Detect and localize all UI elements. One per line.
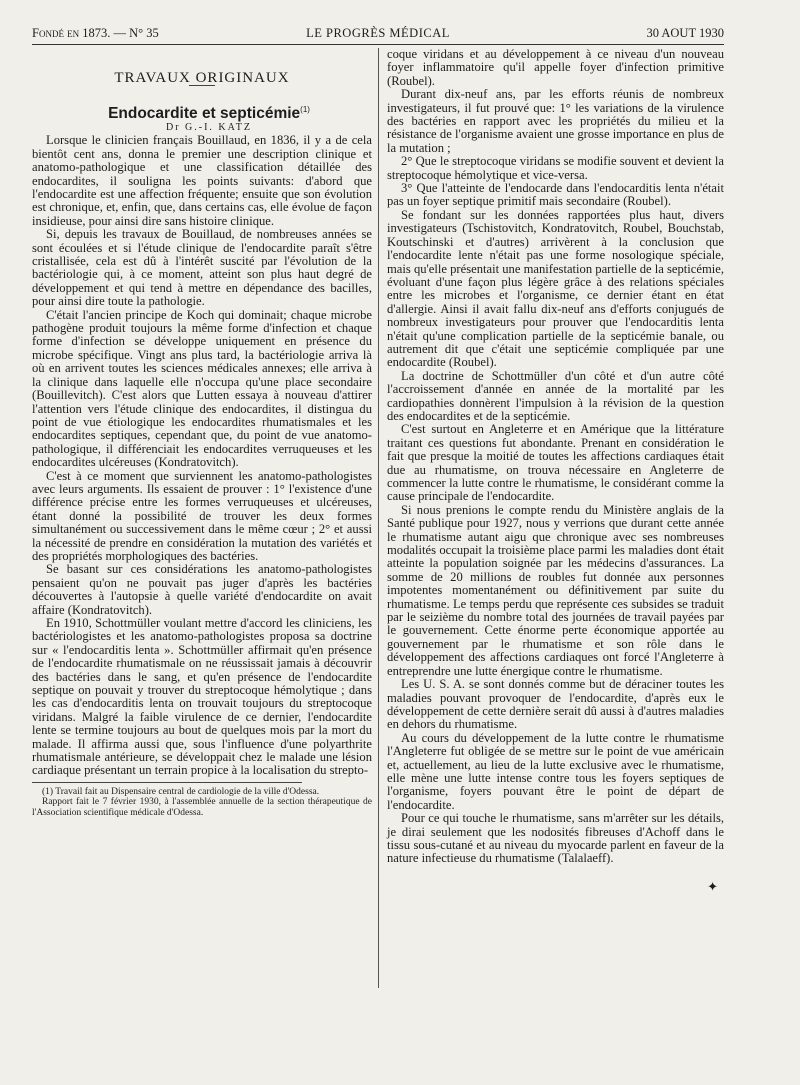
footnote: (1) Travail fait au Dispensaire central de cardiologie de la ville d'Odessa. [42, 786, 320, 797]
title-footnote-ref: (1) [300, 105, 310, 115]
paragraph: Se basant sur ces considérations les anatomo-pathologistes pensaient qu'on ne pouvait pas juger d'après les bactéries découvertes à l'autopsie à quelle variété d'endocardite on avait affaire (Kondratovitch). [32, 562, 372, 617]
paragraph: Durant dix-neuf ans, par les efforts réunis de nombreux investigateurs, il fut prouvé que: 1° les variations de la virulence des bactéries en rapport avec les propriétés du milieu et la résistance de l'organisme avaient une grosse importance en plus de la mutation ; [387, 87, 724, 155]
paragraph: C'était l'ancien principe de Koch qui dominait; chaque microbe pathogène produit toujours la même forme d'infection et chaque forme d'infection se développe uniquement en présence du microbe spécifique. Vingt ans plus tard, la bactériologie arriva là où en arrivent toutes les sciences médicales annexes; elle arriva à la clinique dans laquelle elle n'occupa qu'une place secondaire (Bouillevitch). C'est alors que Lutten essaya à nouveau d'attirer l'attention vers l'étude clinique des endocardites, il distingua du point de vue étiologique les endocardites rhumatismales et les endocardites septiques, cependant que, du point de vue anatomo-pathologique, il différenciait les endocardites verruqueuses et les endocardites ulcéreuses (Kondratovitch). [32, 307, 372, 470]
paragraph: 2° Que le streptocoque viridans se modifie souvent et devient la streptocoque hémolytique et vice-versa. [387, 154, 724, 182]
article-author: Dr G.-I. KATZ [166, 121, 252, 133]
paragraph: Si, depuis les travaux de Bouillaud, de nombreuses années se sont écoulées et si l'étude clinique de l'endocardite paraît s'être cristallisée, cela est dû à l'intérêt suscité par l'évolution de la bactériologie qui, à ce moment, atteint son plus haut degré de développement et qui tend à mettre en dépendance des bacilles, pour ainsi dire toute la pathologie. [32, 227, 372, 309]
left-body [32, 134, 372, 778]
article-title-text: Endocardite et septicémie [108, 105, 301, 123]
left-column [32, 72, 372, 818]
paragraph: Lorsque le clinicien français Bouillaud, en 1836, il y a de cela bientôt cent ans, donna le premier une description clinique et anatomo-pathologique et une classification détaillée des endocardites, il souligna les points suivants: d'abord que l'endocardite est une affection fréquente; ensuite que son évolution est chronique, et, enfin, que, dans certains cas, elle évolue de façon insidieuse, pour ainsi dire sans histoire clinique. [32, 133, 372, 228]
right-column [387, 48, 724, 893]
journal-title: LE PROGRÈS MÉDICAL [306, 26, 450, 40]
footnotes [32, 787, 372, 819]
paragraph: Au cours du développement de la lutte contre le rhumatisme l'Angleterre fut obligée de se mettre sur le point de vue américain et, actuellement, au lieu de la lutte exclusive avec le rhumatisme, elle mène une lutte intense contre tous les foyers septiques de l'organisme, foyers pouvant être le point de départ de l'endocardite. [387, 730, 724, 812]
paragraph: 3° Que l'atteinte de l'endocarde dans l'endocarditis lenta n'était pas un foyer septique primitif mais secondaire (Roubel). [387, 181, 724, 209]
paragraph: En 1910, Schottmüller voulant mettre d'accord les cliniciens, les bactériologistes et les anatomo-pathologistes proposa sa doctrine sur « l'endocarditis lenta ». Schottmüller affirmait qu'en présence de l'endocardite rhumatismale on ne réussissait jamais à découvrir des bactéries dans le sang, et qu'en présence de l'endocardite septique on pouvait y trouver du streptocoque hémolytique ; dans les cas d'endocarditis lenta on trouvait toujours du streptocoque viridans. Malgré la faible virulence de ce dernier, l'endocardite lente se termine toujours au bout de quelques mois par la mort du malade. Il affirma aussi que, sous l'influence d'une polyarthrite rhumatismale antérieure, se développait chez le malade une lésion cardiaque présentant un terrain propice à la localisation du strepto- [32, 616, 372, 778]
footnote-rule [32, 782, 302, 783]
paragraph: Si nous prenions le compte rendu du Ministère anglais de la Santé publique pour 1927, nous y verrions que durant cette année le rhumatisme autant aigu que chronique avec ses nombreuses modalités occupait la troisième place parmi les maladies dont était atteinte la population soignée par les médecins d'assurances. La somme de 20 millions de roubles fut donnée aux personnes impotentes momentanément ou définitivement par suite du rhumatisme. Le temps perdu que représente ces subsides se traduit par le seizième du nombre total des journées de travail payées par le gouvernement. Cette énorme perte économique apportée au gouvernement par le rhumatisme et son rôle dans le développement des affections cardiaques ont forcé l'Angleterre à entreprendre une lutte énergique contre le rhumatisme. [387, 502, 724, 678]
footnote: Rapport fait le 7 février 1930, à l'assemblée annuelle de la section thérapeutique de l'Association scientifique médicale d'Odessa. [32, 797, 372, 818]
paragraph: coque viridans et au développement à ce niveau d'un nouveau foyer inflammatoire qu'il appelle foyer d'infection primitive (Roubel). [387, 47, 724, 88]
header-founded: Fondé en 1873. — N° 35 [32, 26, 159, 40]
paragraph: Pour ce qui touche le rhumatisme, sans m'arrêter sur les détails, je dirai seulement que les nodosités fibreuses d'Achoff dans le tissu sous-cutané et au niveau du myocarde parlent en faveur de la nature infectieuse du rhumatisme (Talalaeff). [387, 811, 724, 866]
issue-date: 30 AOUT 1930 [646, 26, 724, 40]
column-divider [378, 48, 379, 988]
end-ornament-icon: ✦ [707, 878, 718, 894]
paragraph: C'est à ce moment que surviennent les anatomo-pathologistes avec leurs arguments. Ils essaient de prouver : 1° l'existence d'une différence précise entre les formes verruqueuses et ulcéreuses, étant donné la possibilité de trouver les deux formes simultanément ou successivement dans le même cœur ; 2° et aussi la nécessité de prendre en considération la mutation des variétés et des propriétés morphologiques des bactéries. [32, 468, 372, 563]
running-header [32, 26, 724, 44]
paragraph: Les U. S. A. se sont donnés comme but de déraciner toutes les maladies pouvant provoquer de l'endocardite, d'après eux le développement de cette dernière serait dû aussi à d'autres maladies en dehors du rhumatisme. [387, 677, 724, 732]
section-title: TRAVAUX ORIGINAUX [114, 70, 290, 86]
article-title [32, 103, 372, 121]
paragraph: Se fondant sur les données rapportées plus haut, divers investigateurs (Tschistovitch, Kondratovitch, Roubel, Bouchstab, Koutschinski et d'autres) arrivèrent à la conclusion que l'endocardite lente n'était pas une forme nosologique spéciale, mais qu'elle présentait une manifestation partielle de la septicémie, évoluant d'une façon plus légère grâce à des relations spéciales entre les microbes et l'organisme, ce dernier étant en état d'allergie. Ainsi il avait fallu dix-neuf ans d'efforts conjugués de nombreux investigateurs pour prouver que l'endocarditis lenta n'était qu'une complication partielle de la septicémie banale, ou autrement dit que c'était une septicémie compliquée par une endocardite (Roubel). [387, 207, 724, 370]
header-rule [32, 44, 724, 45]
paragraph: La doctrine de Schottmüller d'un côté et d'un autre côté l'accroissement d'année en année de la mortalité par les cardiopathies donnèrent l'impulsion à la révision de la question des endocardites et de la septicémie. [387, 368, 724, 423]
paragraph: C'est surtout en Angleterre et en Amérique que la littérature traitant ces questions fut abondante. Prenant en considération le fait que presque la moitié de toutes les affections cardiaques était due au rhumatisme, on trouva nécessaire en Angleterre de commencer la lutte contre le rhumatisme, le considérant comme la cause principale de l'endocardite. [387, 422, 724, 504]
